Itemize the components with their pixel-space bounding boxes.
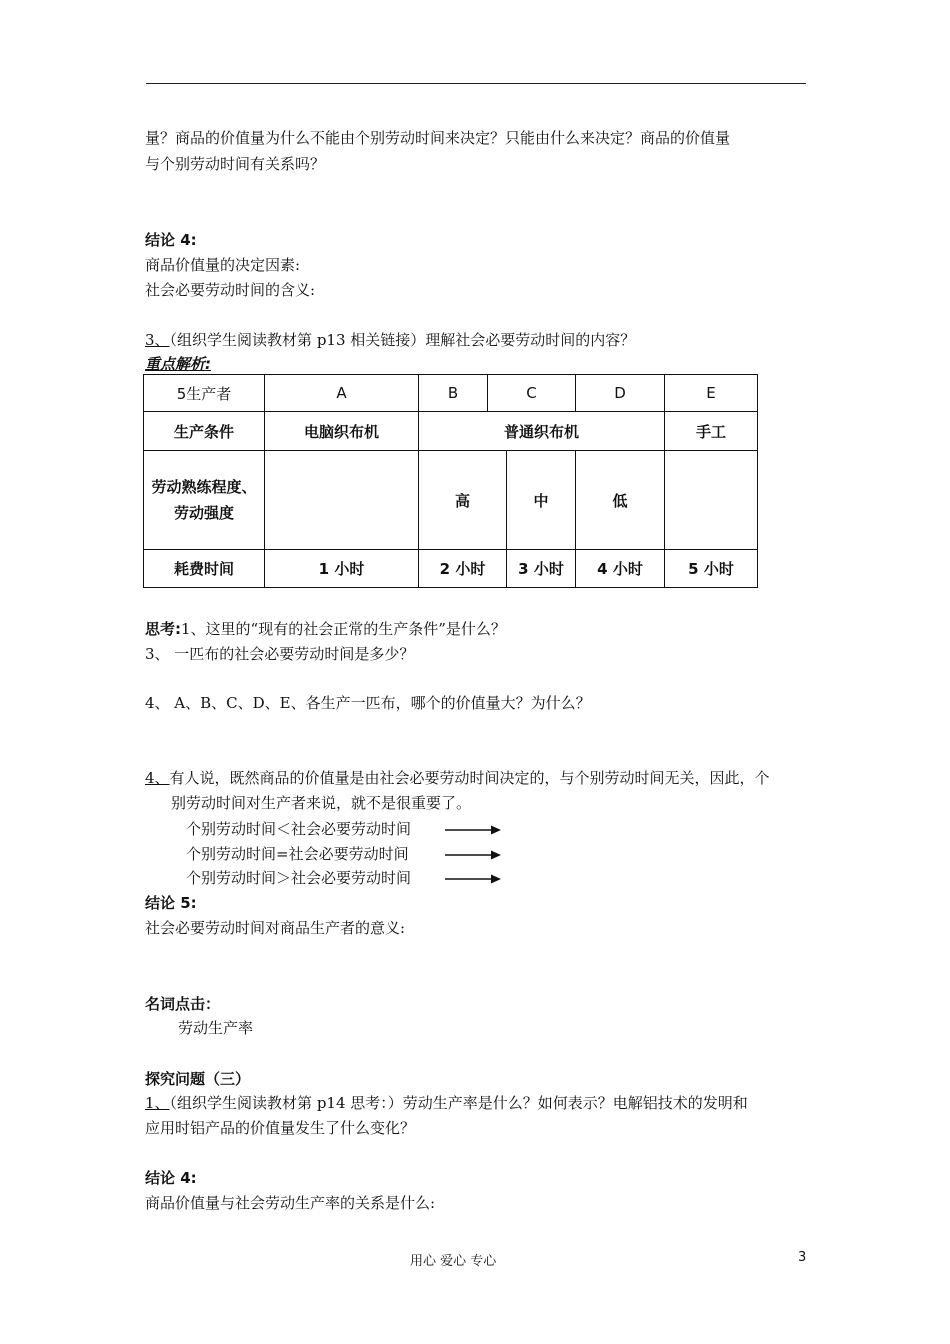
table-cell: 1 小时 <box>265 550 419 588</box>
think-label: 思考: <box>145 620 181 638</box>
table-cell: E <box>665 375 758 412</box>
header-rule <box>146 83 806 84</box>
arrow-right-icon <box>445 824 501 836</box>
table-row <box>144 412 758 451</box>
table-cell: 生产条件 <box>144 412 265 451</box>
table-cell: 3 小时 <box>507 550 576 588</box>
footer-motto: 用心 爱心 专心 <box>410 1254 497 1269</box>
terms-item: 劳动生产率 <box>178 1019 254 1037</box>
question-3-text: （组织学生阅读教材第 p13 相关链接）理解社会必要劳动时间的内容？ <box>169 331 636 349</box>
question-4-number: 4、 <box>145 769 170 787</box>
table-cell: 4 小时 <box>576 550 665 588</box>
table-cell: D <box>576 375 665 412</box>
table-cell: 5 小时 <box>665 550 758 588</box>
comparison-equal: 个别劳动时间=社会必要劳动时间 <box>186 845 409 863</box>
intro-line-1: 量？商品的价值量为什么不能由个别劳动时间来决定？只能由什么来决定？商品的价值量 <box>145 129 731 147</box>
page-number: 3 <box>798 1250 807 1265</box>
table-cell: 电脑织布机 <box>265 412 419 451</box>
intro-line-2: 与个别劳动时间有关系吗？ <box>145 155 326 173</box>
question-4-line-2: 别劳动时间对生产者来说，就不是很重要了。 <box>171 794 472 812</box>
table-cell: A <box>265 375 419 412</box>
conclusion-4-line-1: 商品价值量的决定因素: <box>145 256 301 274</box>
production-table <box>143 374 758 588</box>
comparison-less: 个别劳动时间＜社会必要劳动时间 <box>186 820 412 838</box>
focus-analysis-label: 重点解析: <box>145 355 211 373</box>
table-cell: 手工 <box>665 412 758 451</box>
conclusion-4-line-2: 社会必要劳动时间的含义: <box>145 281 316 299</box>
table-cell: 5生产者 <box>144 375 265 412</box>
conclusion-4b-title: 结论 4: <box>145 1169 197 1187</box>
inquiry-3-line-2: 应用时铝产品的价值量发生了什么变化？ <box>145 1119 416 1137</box>
table-cell: 普通织布机 <box>419 412 665 451</box>
row-label-line-1: 劳动熟练程度、 <box>151 478 257 496</box>
table-row <box>144 550 758 588</box>
table-cell: 低 <box>576 451 665 550</box>
inquiry-3-text: （组织学生阅读教材第 p14 思考：）劳动生产率是什么？如何表示？电解铝技术的发明和 <box>169 1094 748 1112</box>
inquiry-3-number: 1、 <box>145 1094 170 1112</box>
row-label-line-2: 劳动强度 <box>173 504 234 522</box>
question-3-number: 3、 <box>145 331 170 349</box>
think-q3: 3、 一匹布的社会必要劳动时间是多少？ <box>145 645 415 663</box>
arrow-right-icon <box>445 873 501 885</box>
question-3 <box>145 329 635 350</box>
terms-title: 名词点击： <box>145 995 221 1013</box>
question-4-line-1 <box>145 767 770 788</box>
think-q1 <box>145 618 506 639</box>
table-cell <box>144 451 265 550</box>
think-q1-text: 1、这里的“现有的社会正常的生产条件”是什么？ <box>181 620 506 638</box>
conclusion-4-title: 结论 4: <box>145 231 197 249</box>
inquiry-3-title: 探究问题（三） <box>145 1070 251 1088</box>
conclusion-4b-line-1: 商品价值量与社会劳动生产率的关系是什么: <box>145 1194 436 1212</box>
table-row <box>144 375 758 412</box>
conclusion-5-line-1: 社会必要劳动时间对商品生产者的意义: <box>145 919 406 937</box>
comparison-greater: 个别劳动时间＞社会必要劳动时间 <box>186 869 412 887</box>
table-cell <box>265 451 419 550</box>
table-row <box>144 451 758 550</box>
inquiry-3-line-1 <box>145 1092 748 1113</box>
think-q4: 4、 A、B、C、D、E、各生产一匹布，哪个的价值量大？为什么？ <box>145 694 591 712</box>
question-4-text: 有人说，既然商品的价值量是由社会必要劳动时间决定的，与个别劳动时间无关，因此，个 <box>169 769 770 787</box>
table-cell: 中 <box>507 451 576 550</box>
table-cell: C <box>488 375 576 412</box>
table-cell <box>665 451 758 550</box>
table-cell: 耗费时间 <box>144 550 265 588</box>
table-cell: B <box>419 375 488 412</box>
arrow-right-icon <box>445 849 501 861</box>
table-cell: 高 <box>419 451 507 550</box>
table-cell: 2 小时 <box>419 550 507 588</box>
conclusion-5-title: 结论 5: <box>145 894 197 912</box>
